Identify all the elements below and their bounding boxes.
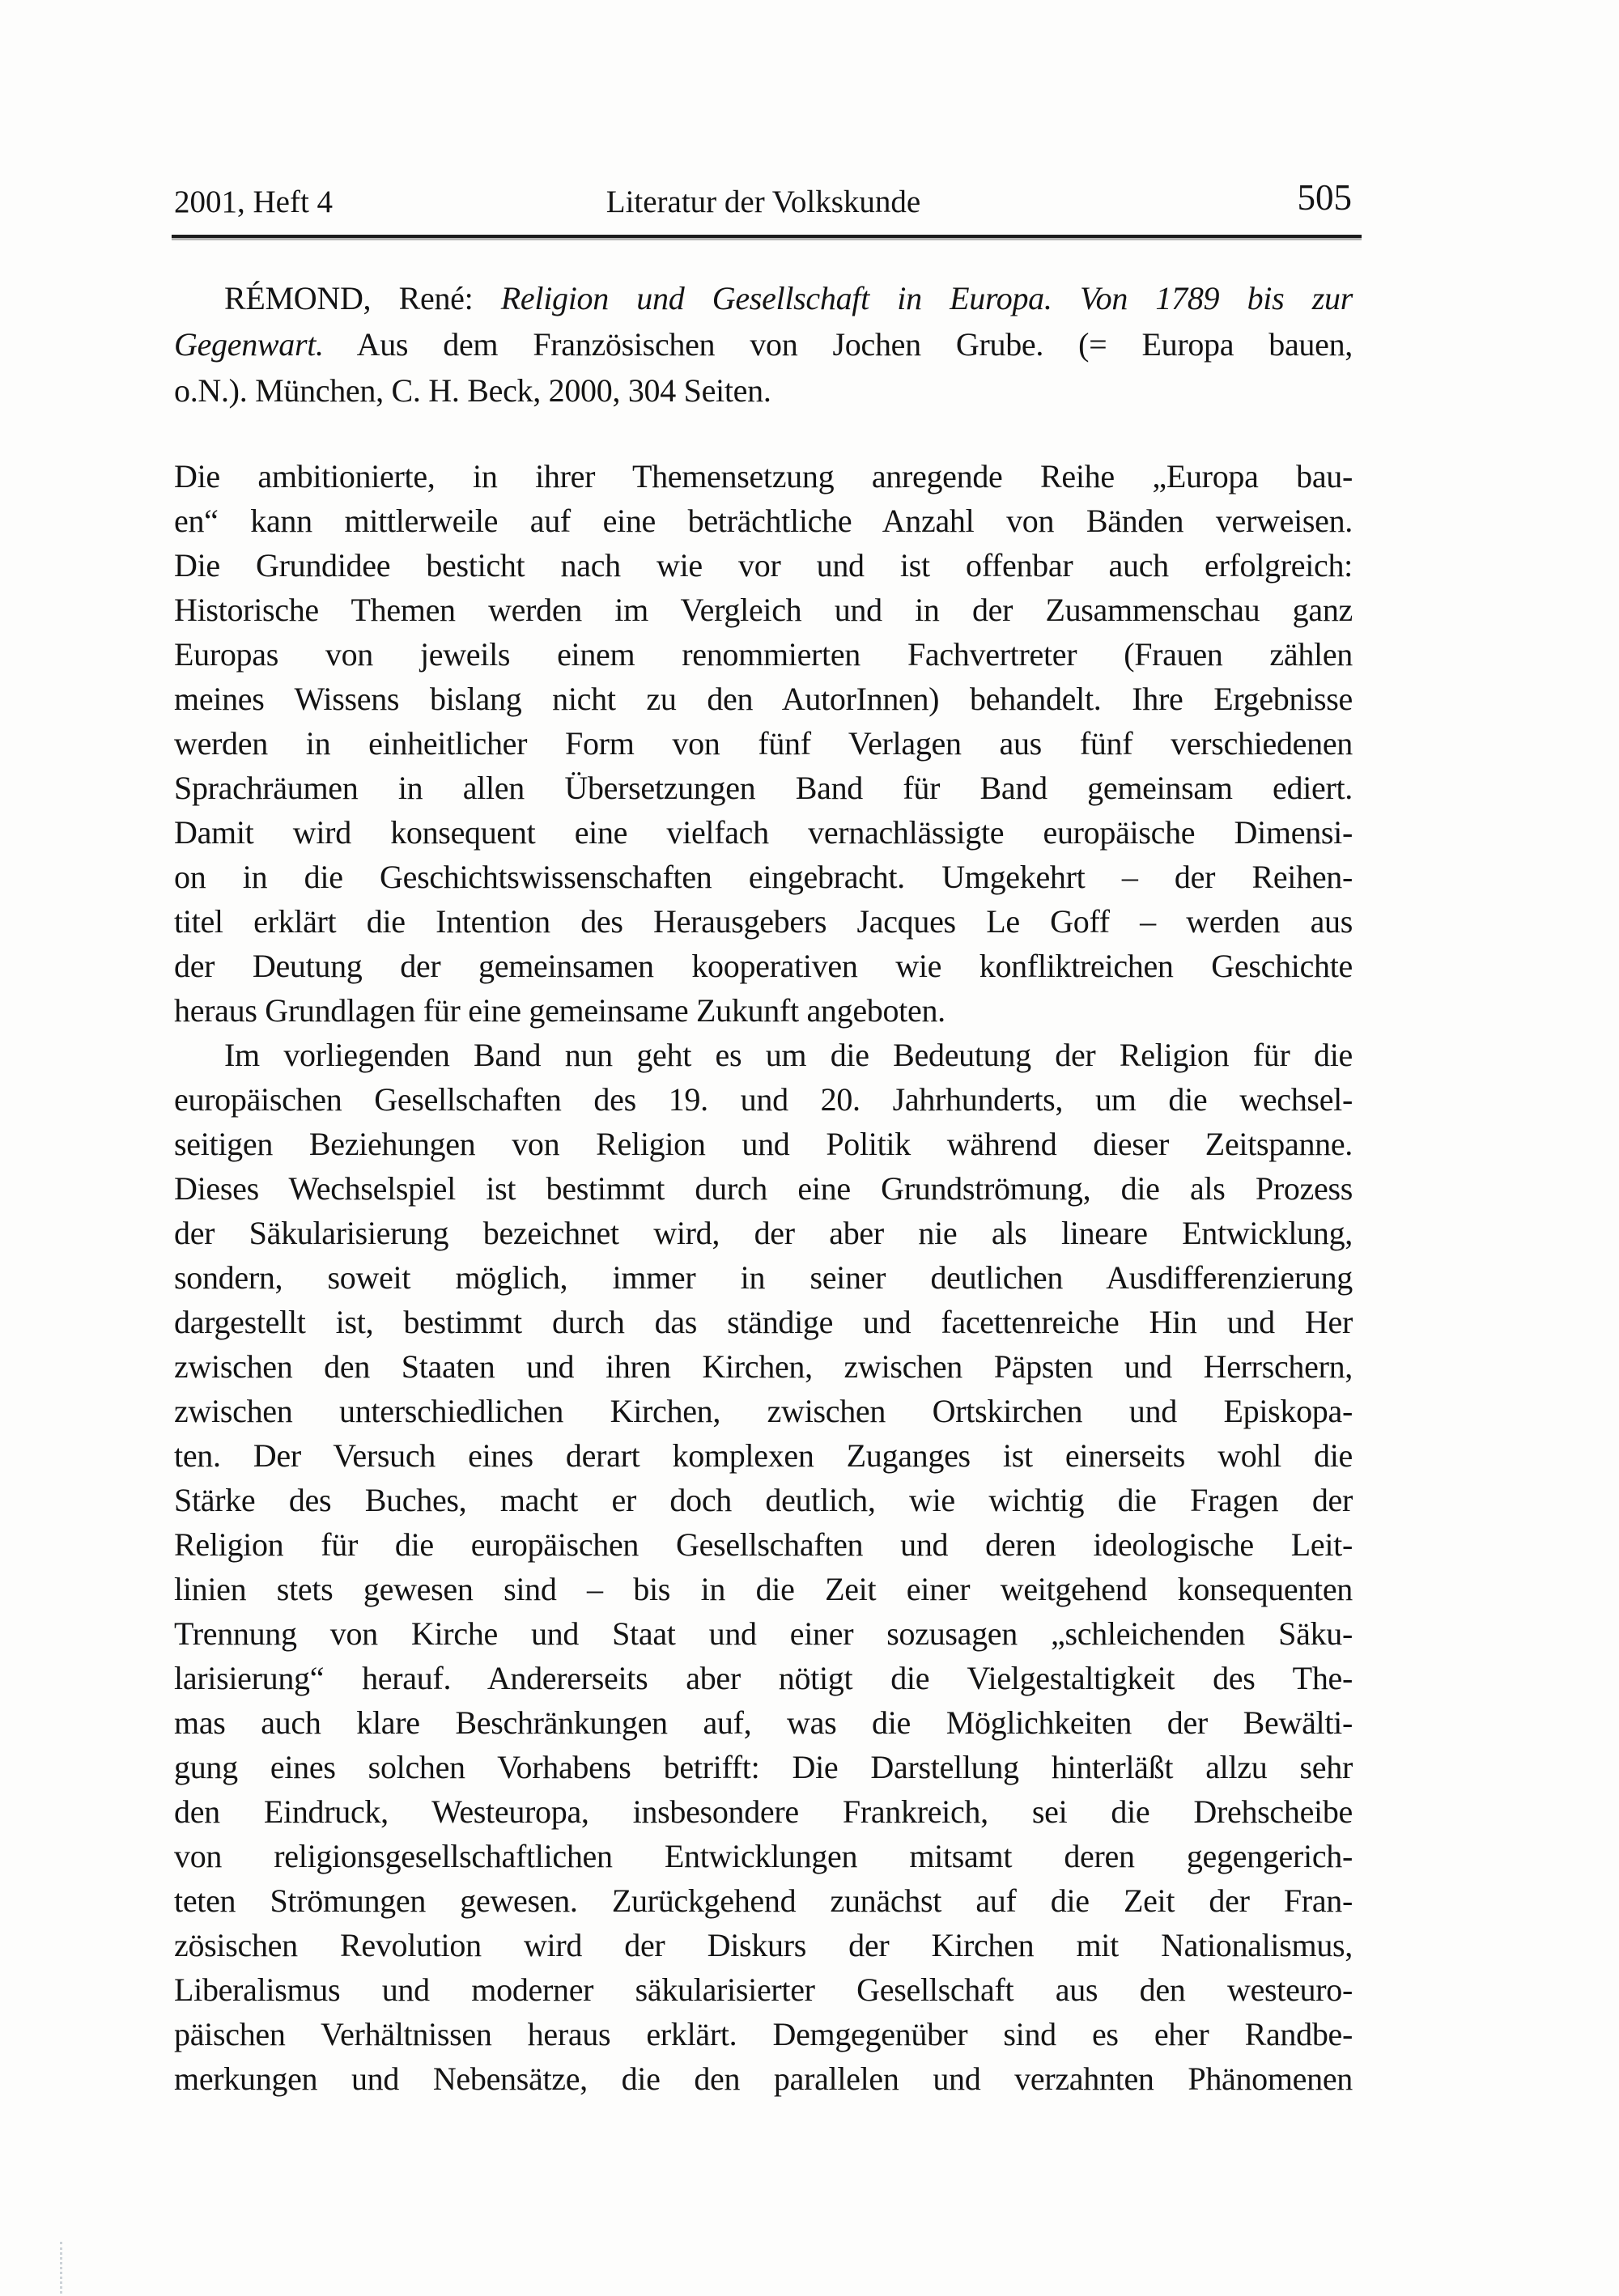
body-line: Liberalismus und moderner säkularisierter Gesellschaft aus den westeuro- (174, 1971, 1353, 2008)
body-line: der Säkularisierung bezeichnet wird, der aber nie als lineare Entwicklung, (174, 1215, 1353, 1251)
body-line: Historische Themen werden im Vergleich und in der Zusammenschau ganz (174, 592, 1353, 628)
header-issue: 2001, Heft 4 (174, 185, 334, 219)
body-line: gung eines solchen Vorhabens betrifft: Die Darstellung hinterläßt allzu sehr (174, 1749, 1353, 1785)
body-line: mas auch klare Beschränkungen auf, was die Möglichkeiten der Bewälti- (174, 1704, 1353, 1741)
body-line: Die ambitionierte, in ihrer Themensetzung anregende Reihe „Europa bau- (174, 458, 1353, 494)
body-line: werden in einheitlicher Form von fünf Verlagen aus fünf verschiedenen (174, 725, 1353, 762)
body-line: meines Wissens bislang nicht zu den AutorInnen) behandelt. Ihre Ergebnisse (174, 681, 1353, 717)
body-line: heraus Grundlagen für eine gemeinsame Zukunft angeboten. (174, 992, 945, 1029)
citation-line (174, 275, 1353, 321)
paragraph (174, 1033, 1353, 2101)
citation-line (174, 321, 1353, 367)
citation-book-title: Religion und Gesellschaft in Europa. Von 1789 bis zur (500, 280, 1353, 316)
body-line: europäischen Gesellschaften des 19. und 20. Jahrhunderts, um die wechsel- (174, 1081, 1353, 1118)
body-line: linien stets gewesen sind – bis in die Zeit einer weitgehend konsequenten (174, 1571, 1353, 1607)
body-line: titel erklärt die Intention des Herausgebers Jacques Le Goff – werden aus (174, 903, 1353, 940)
review-body (174, 454, 1353, 2101)
body-line: zwischen unterschiedlichen Kirchen, zwischen Ortskirchen und Episkopa- (174, 1393, 1353, 1429)
body-line: Europas von jeweils einem renommierten Fachvertreter (Frauen zählen (174, 636, 1353, 673)
header-page-number: 505 (1297, 177, 1352, 218)
body-line: päischen Verhältnissen heraus erklärt. Demgegenüber sind es eher Randbe- (174, 2016, 1353, 2052)
body-line: den Eindruck, Westeuropa, insbesondere Frankreich, sei die Drehscheibe (174, 1793, 1353, 1830)
body-line: zwischen den Staaten und ihren Kirchen, zwischen Päpsten und Herrschern, (174, 1348, 1353, 1385)
citation-text: Aus dem Französischen von Jochen Grube. (= Europa bauen, (323, 326, 1353, 363)
body-line: Damit wird konsequent eine vielfach vernachlässigte europäische Dimensi- (174, 814, 1353, 851)
body-line: von religionsgesellschaftlichen Entwicklungen mitsamt deren gegengerich- (174, 1838, 1353, 1874)
body-line: teten Strömungen gewesen. Zurückgehend zunächst auf die Zeit der Fran- (174, 1882, 1353, 1919)
body-line: Dieses Wechselspiel ist bestimmt durch eine Grundströmung, die als Prozess (174, 1170, 1353, 1207)
citation-text: o.N.). München, C. H. Beck, 2000, 304 Seiten. (174, 372, 771, 409)
citation-book-title: Gegenwart. (174, 326, 324, 363)
scan-artifact (60, 2242, 62, 2294)
citation-text: RÉMOND, René: (224, 280, 501, 316)
body-line: on in die Geschichtswissenschaften eingebracht. Umgekehrt – der Reihen- (174, 859, 1353, 895)
body-line: ten. Der Versuch eines derart komplexen Zuganges ist einerseits wohl die (174, 1437, 1353, 1474)
body-line: der Deutung der gemeinsamen kooperativen wie konfliktreichen Geschichte (174, 948, 1353, 984)
body-line: en“ kann mittlerweile auf eine beträchtliche Anzahl von Bänden verweisen. (174, 503, 1353, 539)
body-line: zösischen Revolution wird der Diskurs der Kirchen mit Nationalismus, (174, 1927, 1353, 1963)
citation-line (174, 367, 1353, 414)
body-line: Sprachräumen in allen Übersetzungen Band für Band gemeinsam ediert. (174, 770, 1353, 806)
body-line: sondern, soweit möglich, immer in seiner deutlichen Ausdifferenzierung (174, 1259, 1353, 1296)
body-line: Religion für die europäischen Gesellschaften und deren ideologische Leit- (174, 1526, 1353, 1563)
body-line: Im vorliegenden Band nun geht es um die Bedeutung der Religion für die (224, 1037, 1353, 1073)
body-line: Die Grundidee besticht nach wie vor und ist offenbar auch erfolgreich: (174, 547, 1353, 584)
header-rule (172, 235, 1362, 238)
book-citation (174, 275, 1353, 414)
body-line: dargestellt ist, bestimmt durch das ständige und facettenreiche Hin und Her (174, 1304, 1353, 1340)
body-line: larisierung“ herauf. Andererseits aber nötigt die Vielgestaltigkeit des The- (174, 1660, 1353, 1696)
body-line: merkungen und Nebensätze, die den parallelen und verzahnten Phänomenen (174, 2060, 1353, 2097)
body-line: seitigen Beziehungen von Religion und Politik während dieser Zeitspanne. (174, 1126, 1353, 1162)
paragraph (174, 454, 1353, 1033)
header-journal-title: Literatur der Volkskunde (606, 185, 921, 219)
body-line: Trennung von Kirche und Staat und einer sozusagen „schleichenden Säku- (174, 1615, 1353, 1652)
body-line: Stärke des Buches, macht er doch deutlich, wie wichtig die Fragen der (174, 1482, 1353, 1518)
